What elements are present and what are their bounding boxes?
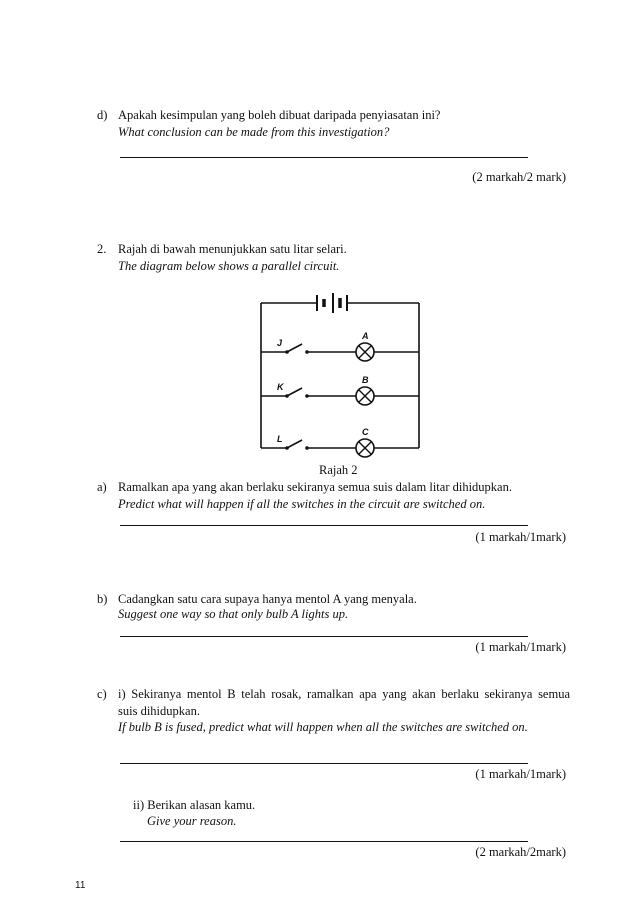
- bulb-label-b: B: [362, 375, 369, 385]
- question-2c-ii-malay: ii) Berikan alasan kamu.: [133, 798, 256, 812]
- question-d-malay: Apakah kesimpulan yang boleh dibuat daripada penyiasatan ini?: [118, 108, 441, 122]
- question-2-malay: Rajah di bawah menunjukkan satu litar selari.: [118, 242, 347, 256]
- question-2a-label: a): [97, 480, 107, 494]
- question-2c-ii-english: Give your reason.: [147, 814, 237, 828]
- answer-line-d[interactable]: [120, 157, 528, 158]
- mark-2b: (1 markah/1mark): [475, 640, 566, 654]
- answer-line-2b[interactable]: [120, 636, 528, 637]
- question-2c-i-english: If bulb B is fused, predict what will happen when all the switches are switched on.: [118, 720, 528, 734]
- question-2c-label: c): [97, 687, 107, 701]
- parallel-circuit-diagram: [255, 288, 425, 458]
- answer-line-2c-ii[interactable]: [120, 841, 528, 842]
- switch-label-j: J: [277, 338, 283, 348]
- question-2-english: The diagram below shows a parallel circuit.: [118, 259, 340, 273]
- answer-line-2c-i[interactable]: [120, 763, 528, 764]
- mark-2c-i: (1 markah/1mark): [475, 767, 566, 781]
- answer-line-2a[interactable]: [120, 525, 528, 526]
- bulb-label-c: C: [362, 427, 369, 437]
- question-2a-english: Predict what will happen if all the switches in the circuit are switched on.: [118, 497, 486, 511]
- figure-caption: Rajah 2: [319, 463, 358, 477]
- question-d-label: d): [97, 108, 108, 122]
- question-2-number: 2.: [97, 242, 107, 256]
- mark-2a: (1 markah/1mark): [475, 530, 566, 544]
- mark-2c-ii: (2 markah/2mark): [475, 845, 566, 859]
- battery-symbol: [317, 293, 347, 313]
- question-2c-i-malay-line1: i) Sekiranya mentol B telah rosak, ramalkan apa yang akan berlaku sekiranya semua: [118, 687, 570, 701]
- bulb-label-a: A: [362, 331, 369, 341]
- question-2c-i-malay-line2: suis dihidupkan.: [118, 704, 200, 718]
- question-2b-malay: Cadangkan satu cara supaya hanya mentol A yang menyala.: [118, 592, 417, 606]
- switch-label-k: K: [277, 382, 284, 392]
- mark-d: (2 markah/2 mark): [472, 170, 566, 184]
- question-d-english: What conclusion can be made from this investigation?: [118, 125, 390, 139]
- question-2b-label: b): [97, 592, 108, 606]
- question-2b-english: Suggest one way so that only bulb A lights up.: [118, 607, 349, 621]
- page-number: 11: [75, 880, 86, 891]
- switch-label-l: L: [277, 434, 283, 444]
- question-2a-malay: Ramalkan apa yang akan berlaku sekiranya semua suis dalam litar dihidupkan.: [118, 480, 512, 494]
